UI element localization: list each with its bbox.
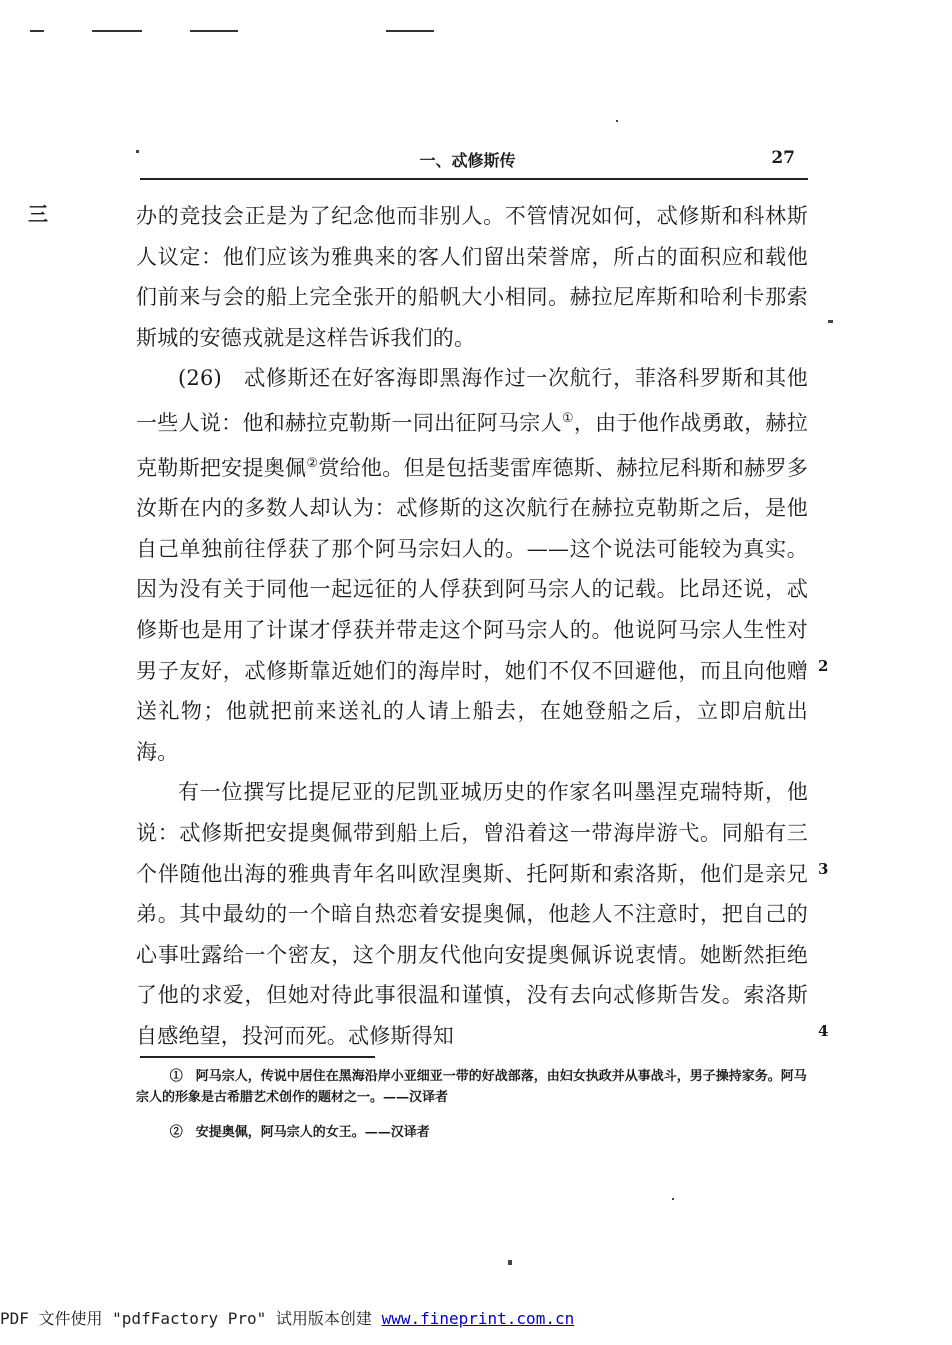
- page-number: 27: [771, 148, 795, 168]
- running-header: [140, 148, 795, 172]
- margin-section-mark: 三: [28, 202, 48, 226]
- header-rule: [140, 178, 808, 180]
- margin-number: 4: [818, 1022, 829, 1040]
- paragraph: [136, 358, 808, 772]
- top-dash: [30, 30, 44, 32]
- paragraph-text: ，由于他作战勇敢，赫拉克勒斯把安提奥佩: [136, 410, 809, 480]
- top-dash: [190, 30, 238, 32]
- footer-text: PDF 文件使用 "pdfFactory Pro" 试用版本创建: [0, 1309, 382, 1328]
- footnote: ② 安提奥佩，阿马宗人的女王。——汉译者: [169, 1125, 430, 1140]
- footnote-ref: ①: [561, 410, 574, 426]
- top-dash: [386, 30, 434, 32]
- paragraph: 有一位撰写比提尼亚的尼凯亚城历史的作家名叫墨涅克瑞特斯，他说：忒修斯把安提奥佩带到船上后，曾沿着这一带海岸游弋。同船有三个伴随他出海的雅典青年名叫欧涅奥斯、托阿斯和索洛斯，他们是亲兄弟。其中最幼的一个暗自热恋着安提奥佩，他趁人不注意时，把自己的心事吐露给一个密友，这个朋友代他向安提奥佩诉说衷情。她断然拒绝了他的求爱，但她对待此事很温和谨慎，没有去向忒修斯告发。索洛斯自感绝望，投河而死。忒修斯得知: [136, 780, 808, 1048]
- footnote: ① 阿马宗人，传说中居住在黑海沿岸小亚细亚一带的好战部落，由妇女执政并从事战斗，男子操持家务。阿马宗人的形象是古希腊艺术创作的题材之一。——汉译者: [136, 1069, 807, 1105]
- paragraph: 办的竞技会正是为了纪念他而非别人。不管情况如何，忒修斯和科林斯人议定：他们应该为雅典来的客人们留出荣誉席，所占的面积应和载他们前来与会的船上完全张开的船帆大小相同。赫拉尼库斯和哈利卡那索斯城的安德戎就是这样告诉我们的。: [136, 204, 808, 350]
- pdf-footer: [0, 1306, 952, 1329]
- footer-link[interactable]: www.fineprint.com.cn: [381, 1309, 575, 1328]
- margin-number: 2: [818, 657, 829, 675]
- scan-speck: [828, 320, 833, 323]
- scan-speck: [616, 120, 618, 122]
- scan-speck: [508, 1260, 512, 1265]
- footnote-ref: ②: [306, 455, 319, 471]
- margin-number: 3: [818, 860, 829, 878]
- paragraph-text: (26) 忒修斯还在好客海即黑海作过一次航行，菲洛科罗斯和其他一些人说：他和赫拉克勒斯一同出征阿马宗人: [136, 366, 808, 435]
- scan-speck: [672, 1198, 674, 1200]
- footnote-rule: [140, 1056, 375, 1058]
- paragraph-text: 赏给他。但是包括斐雷库德斯、赫拉尼科斯和赫罗多汝斯在内的多数人却认为：忒修斯的这次航行在赫拉克勒斯之后，是他自己单独前往俘获了那个阿马宗妇人的。——这个说法可能较为真实。因为没有关于同他一起远征的人俘获到阿马宗人的记载。比昂还说，忒修斯也是用了计谋才俘获并带走这个阿马宗人的。他说阿马宗人生性对男子友好，忒修斯靠近她们的海岸时，她们不仅不回避他，而且向他赠送礼物；他就把前来送礼的人请上船去，在她登船之后，立即启航出海。: [136, 455, 808, 764]
- body-text: [136, 196, 808, 1056]
- footnotes: [136, 1066, 808, 1157]
- chapter-title: 一、忒修斯传: [419, 151, 516, 170]
- top-dash: [92, 30, 142, 32]
- scan-speck: [136, 150, 139, 153]
